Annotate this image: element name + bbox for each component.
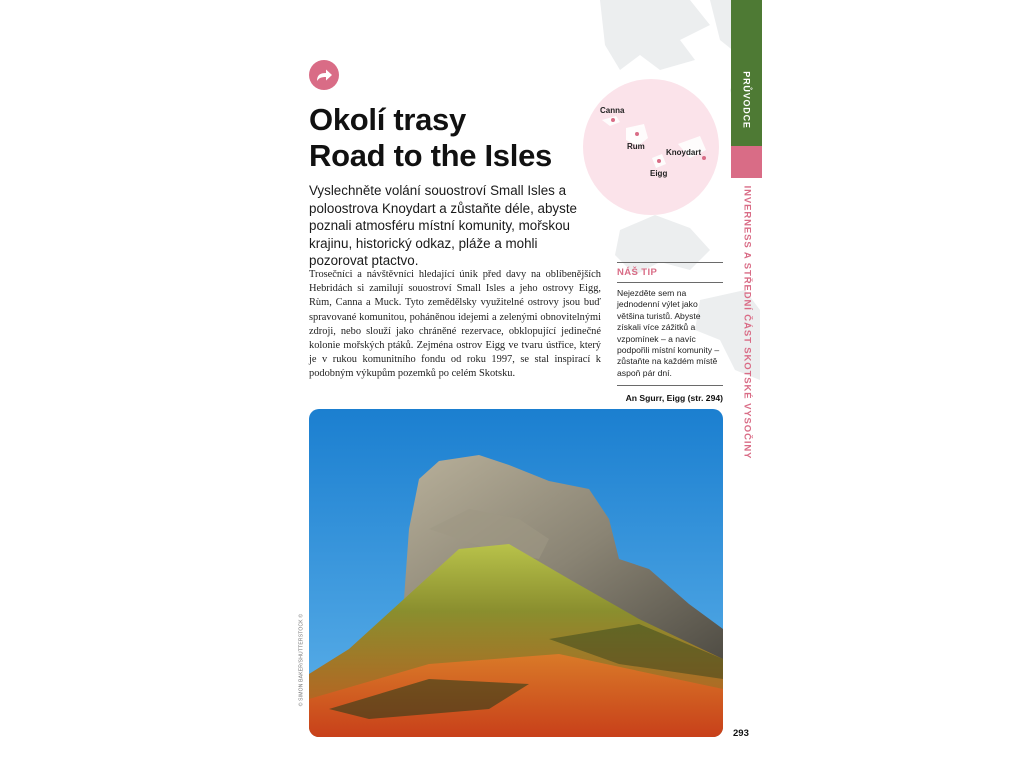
page-title: [309, 102, 589, 174]
photo-caption: An Sgurr, Eigg (str. 294): [625, 393, 723, 403]
photo-credit: © SIMON BAKER/SHUTTERSTOCK ©: [298, 613, 305, 707]
tip-box: [617, 262, 723, 386]
divider: [617, 282, 723, 283]
map-label-rum: Rum: [627, 142, 645, 151]
small-isles-map: [582, 78, 720, 216]
tip-label: NÁŠ TIP: [617, 267, 658, 278]
guide-tab-label: PRŮVODCE: [741, 71, 752, 129]
title-line-1: Okolí trasy: [309, 102, 466, 137]
an-sgurr-photo: [309, 409, 723, 737]
map-dot-canna: [611, 118, 615, 122]
arrow-forward-icon: [309, 60, 339, 90]
page-number: 293: [733, 728, 749, 739]
title-line-2: Road to the Isles: [309, 138, 552, 173]
region-tab-label: INVERNESS A STŘEDNÍ ČÁST SKOTSKÉ VYSOČINY: [741, 185, 753, 459]
map-label-canna: Canna: [600, 106, 625, 115]
divider: [617, 262, 723, 263]
map-label-eigg: Eigg: [650, 169, 668, 178]
body-paragraph: Trosečníci a návštěvníci hledající únik před davy na oblíbenějších Hebridách si zamilují souostroví Small Isles a jeho ostrovy Eigg, Rùm, Canna a Muck. Tyto zemědělsky využitelné ostrovy jsou buď spravované komunitou, poháněnou idejemi a zelenými obnovitelnými zdroji, nebo slouží jako chráněné rezervace, obklopující jedinečné kolonie mořských ptáků. Zejména ostrov Eigg ve tvaru ústřice, který je v rukou komunitního fondu od roku 1997, se stal inspirací k podobným výkupům pozemků po celém Skotsku.: [309, 269, 601, 380]
tip-text: Nejezděte sem na jednodenní výlet jako většina turistů. Abyste získali více zážitků a vzpomínek – a navíc podpořili místní komunity – zůstaňte na každém místě aspoň pár dní.: [617, 288, 720, 378]
map-dot-rum: [635, 132, 639, 136]
region-tab: [731, 146, 762, 178]
divider: [617, 385, 723, 386]
lead-paragraph: Vyslechněte volání souostroví Small Isles a poloostrova Knoydart a zůstaňte déle, abyste poznali atmosféru místní komunity, mořskou krajinu, historický odkaz, pláže a mohli pozorovat ptactvo.: [309, 183, 577, 268]
map-dot-knoydart: [702, 156, 706, 160]
map-dot-eigg: [657, 159, 661, 163]
map-label-knoydart: Knoydart: [666, 148, 702, 157]
